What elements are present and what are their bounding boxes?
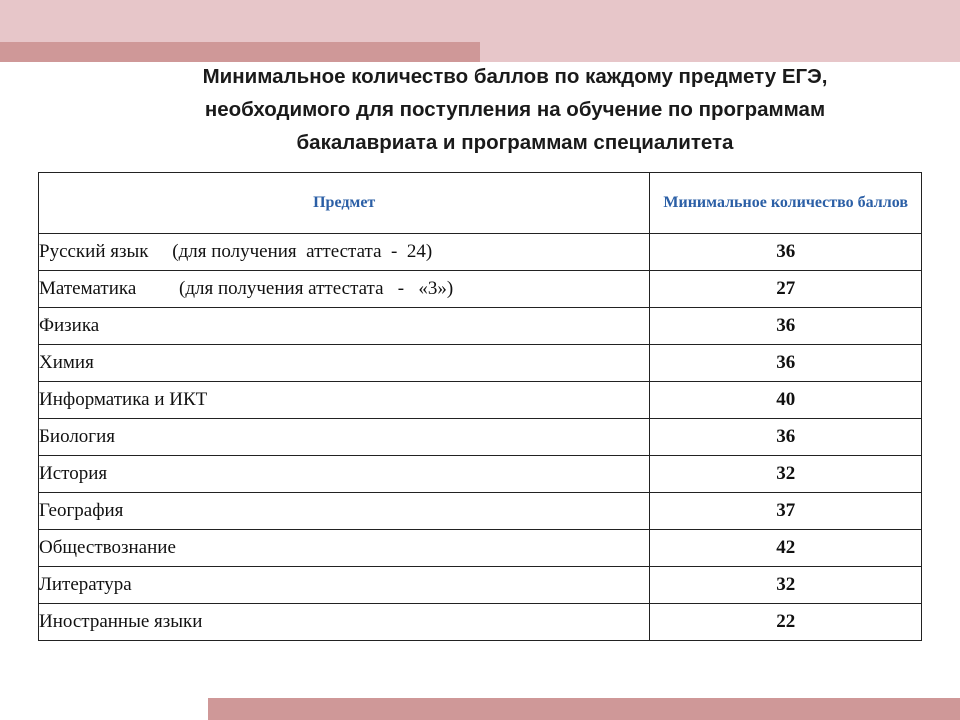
table-header bbox=[39, 173, 922, 234]
subject-cell: География bbox=[39, 493, 650, 530]
subject-cell: История bbox=[39, 456, 650, 493]
table-header-row bbox=[39, 173, 922, 234]
top-accent-band bbox=[0, 42, 480, 62]
table-row bbox=[39, 567, 922, 604]
score-cell: 36 bbox=[650, 345, 922, 382]
score-cell: 22 bbox=[650, 604, 922, 641]
score-cell: 36 bbox=[650, 234, 922, 271]
score-cell: 32 bbox=[650, 456, 922, 493]
score-cell: 36 bbox=[650, 308, 922, 345]
subject-cell: Обществознание bbox=[39, 530, 650, 567]
score-cell: 37 bbox=[650, 493, 922, 530]
title-line-2: необходимого для поступления на обучение по программам bbox=[204, 98, 826, 121]
table-row bbox=[39, 271, 922, 308]
title-line-3: бакалавриата и программам специалитета bbox=[296, 131, 734, 154]
subject-cell: Математика (для получения аттестата - «3») bbox=[39, 271, 650, 308]
table-row bbox=[39, 493, 922, 530]
score-cell: 32 bbox=[650, 567, 922, 604]
page-title bbox=[130, 60, 900, 159]
subject-cell: Иностранные языки bbox=[39, 604, 650, 641]
title-line-1: Минимальное количество баллов по каждому предмету ЕГЭ, bbox=[202, 65, 828, 88]
subject-cell: Литература bbox=[39, 567, 650, 604]
header-subject: Предмет bbox=[39, 173, 650, 234]
header-min-score: Минимальное количество баллов bbox=[650, 173, 922, 234]
table-row bbox=[39, 456, 922, 493]
table-row bbox=[39, 419, 922, 456]
score-cell: 40 bbox=[650, 382, 922, 419]
subject-cell: Физика bbox=[39, 308, 650, 345]
table-body bbox=[39, 234, 922, 641]
table-row bbox=[39, 345, 922, 382]
subject-cell: Русский язык (для получения аттестата - 24) bbox=[39, 234, 650, 271]
table-row bbox=[39, 604, 922, 641]
score-cell: 36 bbox=[650, 419, 922, 456]
table-row bbox=[39, 234, 922, 271]
min-scores-table bbox=[38, 172, 922, 641]
bottom-decorative-band bbox=[208, 698, 960, 720]
table-row bbox=[39, 382, 922, 419]
subject-cell: Биология bbox=[39, 419, 650, 456]
score-cell: 42 bbox=[650, 530, 922, 567]
table-row bbox=[39, 530, 922, 567]
subject-cell: Химия bbox=[39, 345, 650, 382]
table-row bbox=[39, 308, 922, 345]
score-cell: 27 bbox=[650, 271, 922, 308]
subject-cell: Информатика и ИКТ bbox=[39, 382, 650, 419]
